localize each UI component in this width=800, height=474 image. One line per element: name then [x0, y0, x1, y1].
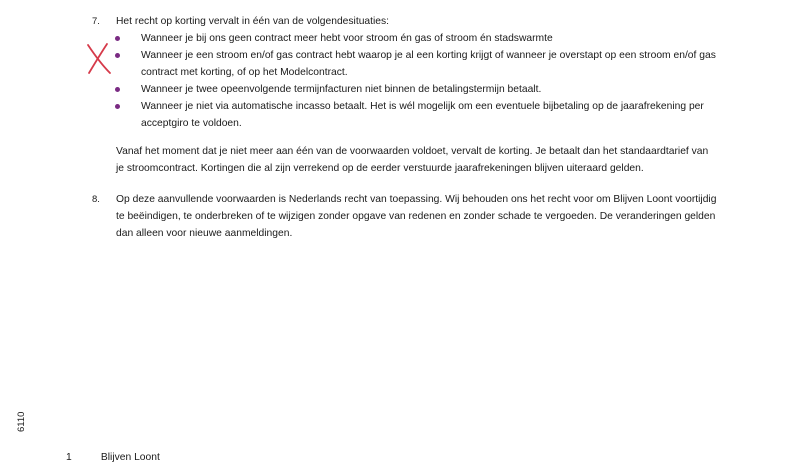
- discount-paragraph: Vanaf het moment dat je niet meer aan één van de voorwaarden voldoet, vervalt de korting. Je betaalt dan het standaardtarief van je stroomcontract. Kortingen die al zijn verrekend op de eerder verstuurde jaarafrekeningen blijven uiteraard gelden.: [116, 146, 709, 174]
- condition-bullet: Wanneer je twee opeenvolgende termijnfacturen niet binnen de betalingstermijn betaalt.: [141, 81, 717, 98]
- page-footer: [66, 452, 160, 463]
- handwritten-x-mark-icon: [86, 42, 112, 76]
- conditions-list: [92, 30, 717, 132]
- page-number: 1: [66, 452, 72, 463]
- condition-bullet: Wanneer je niet via automatische incasso betaalt. Het is wél mogelijk om een eventuele bijbetaling op de jaarafrekening per acceptgiro te voldoen.: [141, 98, 717, 132]
- item-text: Op deze aanvullende voorwaarden is Nederlands recht van toepassing. Wij behouden ons het recht voor om Blijven Loont voortijdig te beëindigen, te onderbreken of te wijzigen zonder opgave van redenen en zonder schade te vergoeden. De veranderingen gelden dan alleen voor nieuwe aanmeldingen.: [116, 194, 717, 239]
- footer-title: Blijven Loont: [100, 452, 160, 463]
- list-item-8: [92, 191, 717, 242]
- list-item-7: [92, 13, 717, 132]
- condition-bullet: Wanneer je een stroom en/of gas contract hebt waarop je al een korting krijgt of wanneer je overstapt op een stroom en/of gas contract met korting, of op het Modelcontract.: [141, 47, 717, 81]
- item-number: 7.: [92, 16, 100, 27]
- item-number: 8.: [92, 194, 100, 205]
- condition-bullet: Wanneer je bij ons geen contract meer hebt voor stroom én gas of stroom én stadswarmte: [141, 30, 717, 47]
- side-code: 6110: [16, 411, 27, 432]
- item-lead: Het recht op korting vervalt in één van de volgendesituaties:: [116, 16, 390, 27]
